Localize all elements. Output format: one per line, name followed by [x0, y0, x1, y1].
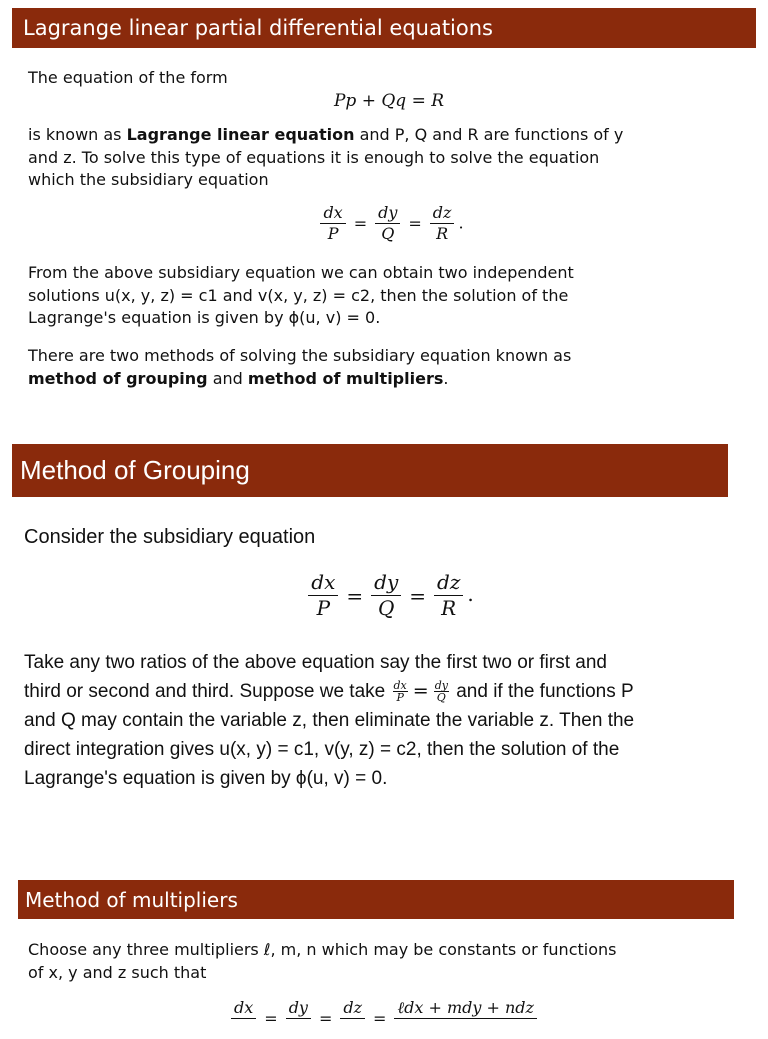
denominator — [347, 1019, 358, 1038]
fraction-dy-q — [371, 571, 401, 620]
bold-term: method of multipliers — [247, 368, 444, 388]
equals-sign: = — [318, 1009, 333, 1029]
grouping-line2 — [24, 677, 634, 706]
para2-line2: solutions u(x, y, z) = c1 and v(x, y, z) = c2, then the solution of the — [28, 285, 569, 305]
para1-line2: and z. To solve this type of equations it is enough to solve the equation — [28, 147, 600, 167]
section-title-text: Method of multipliers — [25, 887, 238, 912]
intro-line: The equation of the form — [28, 68, 228, 87]
period: . — [458, 213, 464, 233]
numerator: dy — [375, 204, 400, 224]
paragraph-3 — [28, 345, 571, 390]
section-title-lagrange — [12, 8, 756, 48]
denominator: Q — [436, 691, 446, 705]
denominator: P — [396, 691, 404, 705]
denominator: P — [327, 224, 339, 244]
fraction-dx-p — [308, 571, 338, 620]
grouping-line1: Take any two ratios of the above equation say the first two or first and — [24, 652, 607, 673]
fraction-dz-r — [434, 571, 463, 620]
subsidiary-equation-2 — [0, 571, 768, 620]
text-run: and P, Q and R are functions of y — [354, 125, 624, 144]
fraction-dz — [340, 999, 365, 1039]
numerator: dx — [320, 204, 345, 224]
bold-term: method of grouping — [28, 368, 208, 388]
fraction-dx-p — [320, 204, 345, 244]
denominator — [460, 1019, 471, 1038]
numerator: dx — [393, 679, 407, 693]
grouping-line5: Lagrange's equation is given by ϕ(u, v) = 0. — [24, 768, 388, 789]
fraction-dy-q — [375, 204, 400, 244]
multipliers-line2: of x, y and z such that — [28, 962, 207, 982]
denominator — [293, 1019, 304, 1038]
fraction-dx — [231, 999, 256, 1039]
intro-text — [28, 68, 228, 87]
numerator: ℓdx + mdy + ndz — [394, 999, 537, 1019]
equals-sign: = — [264, 1009, 278, 1029]
inline-fraction-dy-q — [434, 680, 449, 703]
text-run: is known as — [28, 125, 127, 144]
inline-fraction-dx-p — [393, 680, 408, 703]
numerator: dy — [434, 679, 448, 693]
numerator: dy — [286, 999, 311, 1019]
section-title-text: Lagrange linear partial differential equations — [23, 16, 493, 40]
multipliers-line1: Choose any three multipliers ℓ, m, n which may be constants or functions — [28, 940, 617, 959]
numerator: dy — [371, 571, 401, 596]
equals-sign: = — [412, 680, 429, 702]
section-title-text: Method of Grouping — [20, 455, 250, 485]
grouping-line4: direct integration gives u(x, y) = c1, v(y, z) = c2, then the solution of the — [24, 739, 620, 760]
text-run: and if the functions P — [450, 681, 634, 702]
denominator: R — [441, 596, 457, 620]
fraction-dz-r — [430, 204, 455, 244]
numerator: dx — [308, 571, 338, 596]
denominator: P — [316, 596, 331, 620]
grouping-paragraph — [24, 648, 634, 793]
equals-sign: = — [353, 214, 368, 234]
text-run: third or second and third. Suppose we take — [24, 681, 391, 702]
numerator: dz — [434, 571, 463, 596]
grouping-intro — [24, 526, 315, 549]
paragraph-2 — [28, 262, 574, 330]
equals-sign: = — [373, 1009, 387, 1029]
para3-line1: There are two methods of solving the subsidiary equation known as — [28, 346, 572, 365]
bold-term: Lagrange linear equation — [126, 125, 355, 144]
fraction-dy — [286, 999, 311, 1039]
subsidiary-equation-1 — [0, 204, 768, 244]
text-run: and — [207, 368, 248, 388]
numerator: dz — [430, 204, 455, 224]
denominator: Q — [381, 224, 395, 244]
para1-line3: which the subsidiary equation — [28, 170, 269, 189]
denominator: R — [436, 224, 449, 244]
equals-sign: = — [408, 214, 422, 234]
multipliers-paragraph — [28, 939, 616, 984]
numerator: dz — [340, 999, 365, 1019]
lagrange-equation — [0, 91, 768, 111]
fraction-combined — [394, 999, 537, 1039]
multipliers-equation — [0, 999, 768, 1039]
para1-line1 — [28, 124, 623, 147]
grouping-line3: and Q may contain the variable z, then eliminate the variable z. Then the — [24, 710, 635, 731]
section-title-multipliers — [18, 880, 734, 919]
intro-line: Consider the subsidiary equation — [24, 526, 316, 548]
numerator: dx — [231, 999, 256, 1019]
equals-sign: = — [409, 583, 427, 608]
section-title-grouping — [12, 444, 728, 497]
paragraph-1 — [28, 124, 623, 192]
text-run: . — [443, 368, 449, 388]
para3-line2 — [28, 368, 571, 391]
equation-pp-qq-r: Pp + Qq = R — [333, 91, 445, 111]
period: . — [467, 582, 474, 606]
denominator: Q — [377, 596, 395, 620]
equals-sign: = — [346, 583, 364, 608]
denominator — [238, 1019, 249, 1038]
para2-line1: From the above subsidiary equation we can obtain two independent — [28, 263, 574, 282]
para2-line3: Lagrange's equation is given by ϕ(u, v) = 0. — [28, 308, 381, 327]
